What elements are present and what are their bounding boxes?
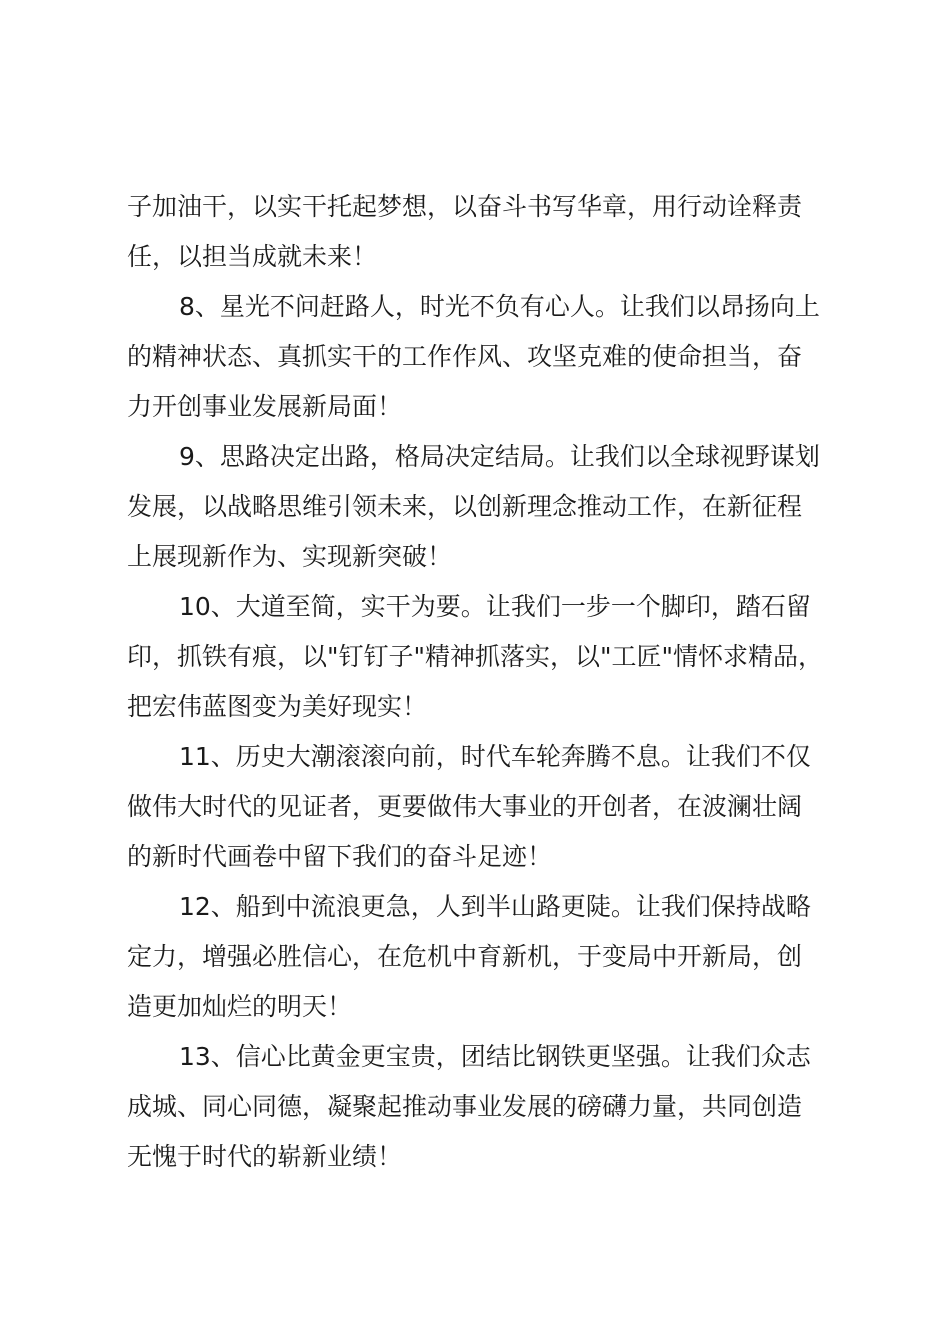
text-line: 10、大道至简，实干为要。让我们一步一个脚印，踏石留: [179, 592, 811, 621]
paragraph-12: [127, 882, 847, 1032]
text-line: 做伟大时代的见证者，更要做伟大事业的开创者，在波澜壮阔: [127, 792, 803, 821]
paragraph-8: [127, 282, 847, 432]
text-line: 的新时代画卷中留下我们的奋斗足迹！: [127, 842, 553, 871]
text-line: 的精神状态、真抓实干的工作作风、攻坚克难的使命担当，奋: [127, 342, 803, 371]
text-line: 把宏伟蓝图变为美好现实！: [127, 692, 428, 721]
text-line: 发展，以战略思维引领未来，以创新理念推动工作，在新征程: [127, 492, 803, 521]
text-line: 成城、同心同德，凝聚起推动事业发展的磅礴力量，共同创造: [127, 1092, 803, 1121]
text-line: 力开创事业发展新局面！: [127, 392, 403, 421]
text-line: 11、历史大潮滚滚向前，时代车轮奔腾不息。让我们不仅: [179, 742, 811, 771]
text-line: 8、星光不问赶路人，时光不负有心人。让我们以昂扬向上: [179, 292, 820, 321]
paragraph-10: [127, 582, 847, 732]
text-line: 13、信心比黄金更宝贵，团结比钢铁更坚强。让我们众志: [179, 1042, 811, 1071]
paragraph-13: [127, 1032, 847, 1182]
text-line: 12、船到中流浪更急，人到半山路更陡。让我们保持战略: [179, 892, 811, 921]
text-line: 上展现新作为、实现新突破！: [127, 542, 453, 571]
text-line: 无愧于时代的崭新业绩！: [127, 1142, 403, 1171]
paragraph-11: [127, 732, 847, 882]
paragraph-continuation: [127, 182, 847, 282]
text-line: 9、思路决定出路，格局决定结局。让我们以全球视野谋划: [179, 442, 820, 471]
text-line: 印，抓铁有痕，以"钉钉子"精神抓落实，以"工匠"情怀求精品，: [127, 642, 823, 671]
text-line: 造更加灿烂的明天！: [127, 992, 353, 1021]
document-body: [127, 182, 847, 1182]
text-line: 子加油干，以实干托起梦想，以奋斗书写华章，用行动诠释责: [127, 192, 803, 221]
paragraph-9: [127, 432, 847, 582]
text-line: 定力，增强必胜信心，在危机中育新机，于变局中开新局，创: [127, 942, 803, 971]
text-line: 任，以担当成就未来！: [127, 242, 378, 271]
